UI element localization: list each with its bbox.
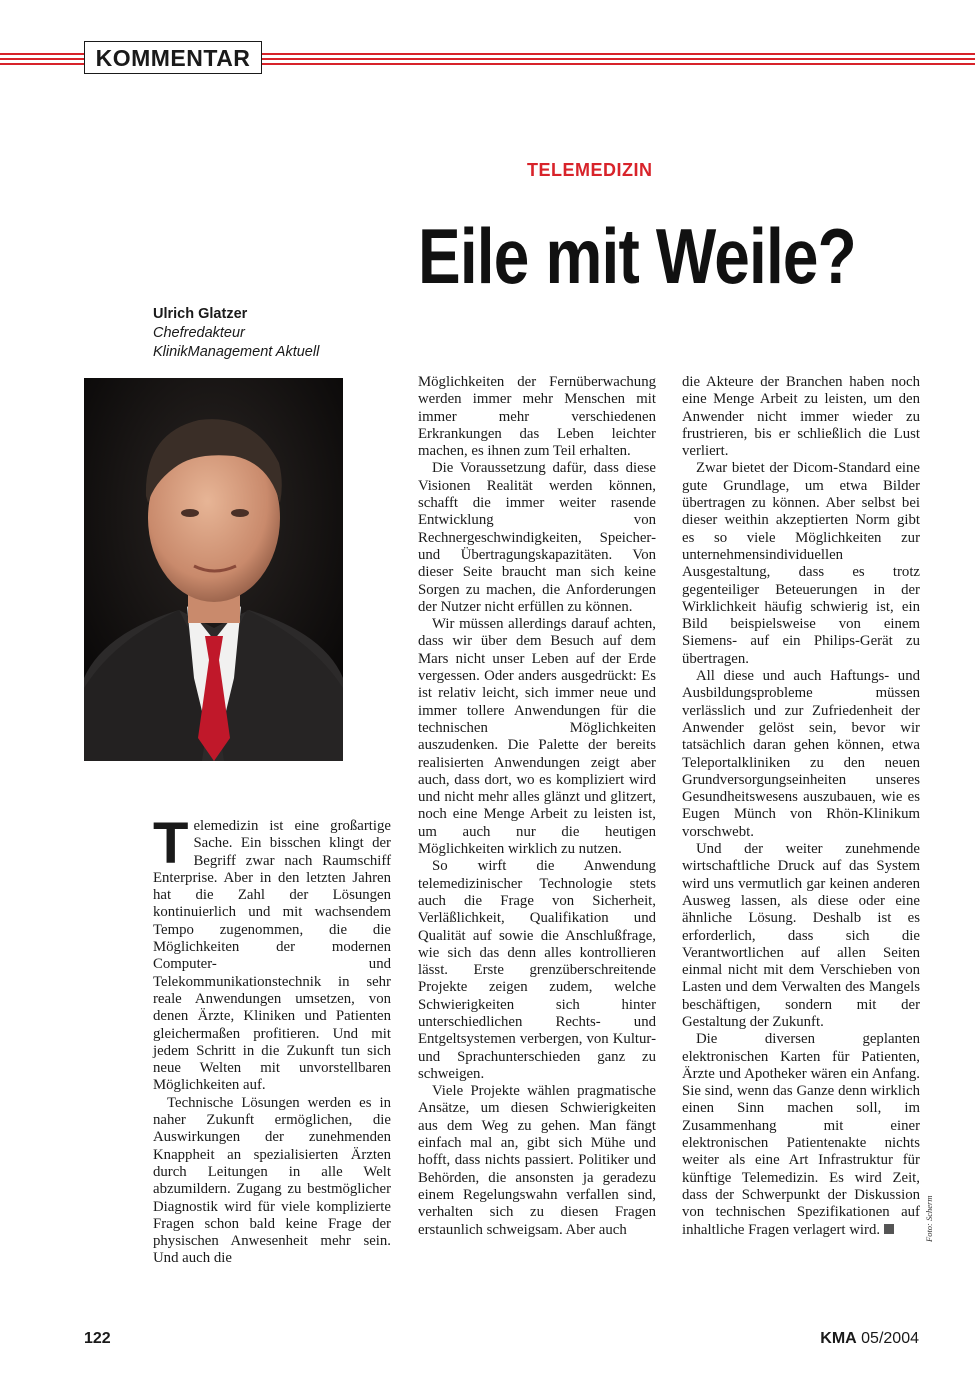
article-column-1 bbox=[153, 811, 391, 1268]
body-paragraph: Und der weiter zunehmende wirtschaftliche Druck auf das System wird uns vermutlich gar keinen anderen Ausweg lassen, als diese oder eine ähnliche Lösung. Deshalb ist es erforderlich, dass sich die Verantwortlichen auf allen Seiten einmal nicht mit dem Verschieben von Lasten und dem Verwalten des Mangels beschäftigen, sondern mit der Gestaltung der Zukunft. bbox=[682, 841, 920, 1030]
body-paragraph: Zwar bietet der Dicom-Standard eine gute Grundlage, um etwa Bilder übertragen zu können. Aber selbst bei dieser weithin akzeptierten Norm gibt es so viele Möglichkeiten zur unternehmensindividuellen Ausgestaltung, dass es trotz gegenteiliger Beteuerungen in der Wirklichkeit häufig schwierig ist, ein Bild beispielsweise von einem Siemens- auf ein Philips-Gerät zu übertragen. bbox=[682, 460, 920, 667]
footer-issue bbox=[820, 1330, 919, 1348]
body-paragraph-final: Die diversen geplanten elektronischen Karten für Patienten, Ärzte und Apotheker wären ein Anfang. Sie sind, wenn das Ganze denn wirklich einen Sinn machen soll, im Zusammenhang mit einer elektronischen Patientenakte nichts weiter als eine Art Infrastruktur für künftige Telemedizin. Es wird Zeit, dass der Schwerpunkt der Diskussion von technischen Spezifikationen auf inhaltliche Fragen verlagert wird. bbox=[682, 1031, 920, 1238]
body-paragraph: Wir müssen allerdings darauf achten, dass wir über dem Besuch auf dem Mars nicht unser Leben auf der Erde vergessen. Oder anders ausgedrückt: Es ist relativ leicht, sich immer neue und immer tollere Anwendungen für die technischen Möglichkeiten auszudenken. Die Palette der bereits realisierten Anwendungen zeigt aber auch, dass dort, wo es kompliziert wird und nicht mehr alles glänzt und glitzert, noch eine Menge Arbeit zu leisten ist, um auch nur die heutigen Möglichkeiten wirklich zu nutzen. bbox=[418, 616, 656, 858]
body-paragraph: Technische Lösungen werden es in naher Zukunft ermöglichen, die Auswirkungen der zunehmenden Knappheit an spezialisierten Ärzten durch Leitungen in alle Welt abzumildern. Zugang zu bestmöglicher Diagnostik wird für viele komplizierte Fragen schon bald keine Frage der physischen Anwesenheit mehr sein. Und auch die bbox=[153, 1094, 391, 1267]
magazine-name: KMA bbox=[820, 1330, 857, 1347]
body-paragraph: So wirft die Anwendung telemedizinischer Technologie stets auch die Frage von Sicherheit, Verläßlichkeit, Qualifikation und Qualität auf sowie die Anschlußfrage, wie sich das denn alles kontrollieren lässt. Erste grenzüberschreitende Projekte zeigen zudem, welche Schwierigkeiten sich hinter unterschiedlichen Rechts- und Entgeltsystemen verbergen, von Kultur- und Sprachunterschieden ganz zu schweigen. bbox=[418, 858, 656, 1082]
body-paragraph: Viele Projekte wählen pragmatische Ansätze, um diesen Schwierigkeiten aus dem Weg zu gehen. Man fängt einfach mal an, gibt sich Mühe und hofft, dass nichts passiert. Politiker und Behörden, die ansonsten ja geradezu einem Regelungswahn verfallen sind, verhalten sich zu diesen Fragen erstaunlich schweigsam. Aber auch bbox=[418, 1083, 656, 1238]
body-paragraph: Die Voraussetzung dafür, dass diese Visionen Realität werden können, schafft die immer weiter rasende Entwicklung von Rechnergeschwindigkeiten, Speicher- und Übertragungskapazitäten. Von dieser Seite braucht man sich keine Sorgen zu machen, die Anforderungen der Nutzer nicht erfüllen zu können. bbox=[418, 460, 656, 615]
author-role: Chefredakteur bbox=[153, 325, 245, 341]
author-name: Ulrich Glatzer bbox=[153, 306, 248, 322]
body-paragraph: Telemedizin ist eine großartige Sache. Ein bisschen klingt der Begriff zwar nach Raumschiff Enterprise. Aber in den letzten Jahren hat die Zahl der Lösungen kontinuierlich und mit wachsendem Tempo zugenommen, die die Möglichkeiten der modernen Computer- und Telekommunikationstechnik in sehr reale Anwendungen umsetzen, von denen Ärzte, Kliniken und Patienten gleichermaßen profitieren. Und mit jedem Schritt in die Zukunft tun sich neue Welten mit unvorstellbaren Möglichkeiten auf. bbox=[153, 811, 391, 1094]
section-label: KOMMENTAR bbox=[84, 41, 262, 74]
body-paragraph: Möglichkeiten der Fernüberwachung werden immer mehr Menschen mit immer mehr verschiedenen Erkrankungen das Leben leichter machen, es ihnen zum Teil erhalten. bbox=[418, 374, 656, 460]
page-number: 122 bbox=[84, 1330, 111, 1347]
article-title: Eile mit Weile? bbox=[418, 212, 856, 300]
issue-number: 05/2004 bbox=[861, 1330, 919, 1347]
author-portrait-photo bbox=[84, 378, 343, 761]
body-paragraph: All diese und auch Haftungs- und Ausbildungsprobleme müssen verlässlich und zur Zufriedenheit der Anwender gelöst sein, bevor wir tatsächlich daran gehen können, etwa Teleportalkliniken zu den neuen Grundversorgungseinheiten unseres Gesundheitswesens auszubauen, wie es Eugen Münch von Rhön-Klinikum vorschwebt. bbox=[682, 668, 920, 840]
author-publication: KlinikManagement Aktuell bbox=[153, 344, 320, 360]
author-block bbox=[153, 305, 319, 362]
article-kicker: TELEMEDIZIN bbox=[527, 160, 653, 180]
drop-cap: T bbox=[153, 811, 189, 876]
body-paragraph: die Akteure der Branchen haben noch eine Menge Arbeit zu leisten, um den Anwender nicht immer wieder zu frustrieren, bis er schließlich die Lust verliert. bbox=[682, 374, 920, 460]
end-mark-icon bbox=[884, 1224, 894, 1234]
article-column-2 bbox=[418, 374, 656, 1239]
article-column-3 bbox=[682, 374, 920, 1239]
portrait-illustration bbox=[84, 378, 343, 761]
photo-credit: Foto: Scherm bbox=[924, 1195, 934, 1242]
